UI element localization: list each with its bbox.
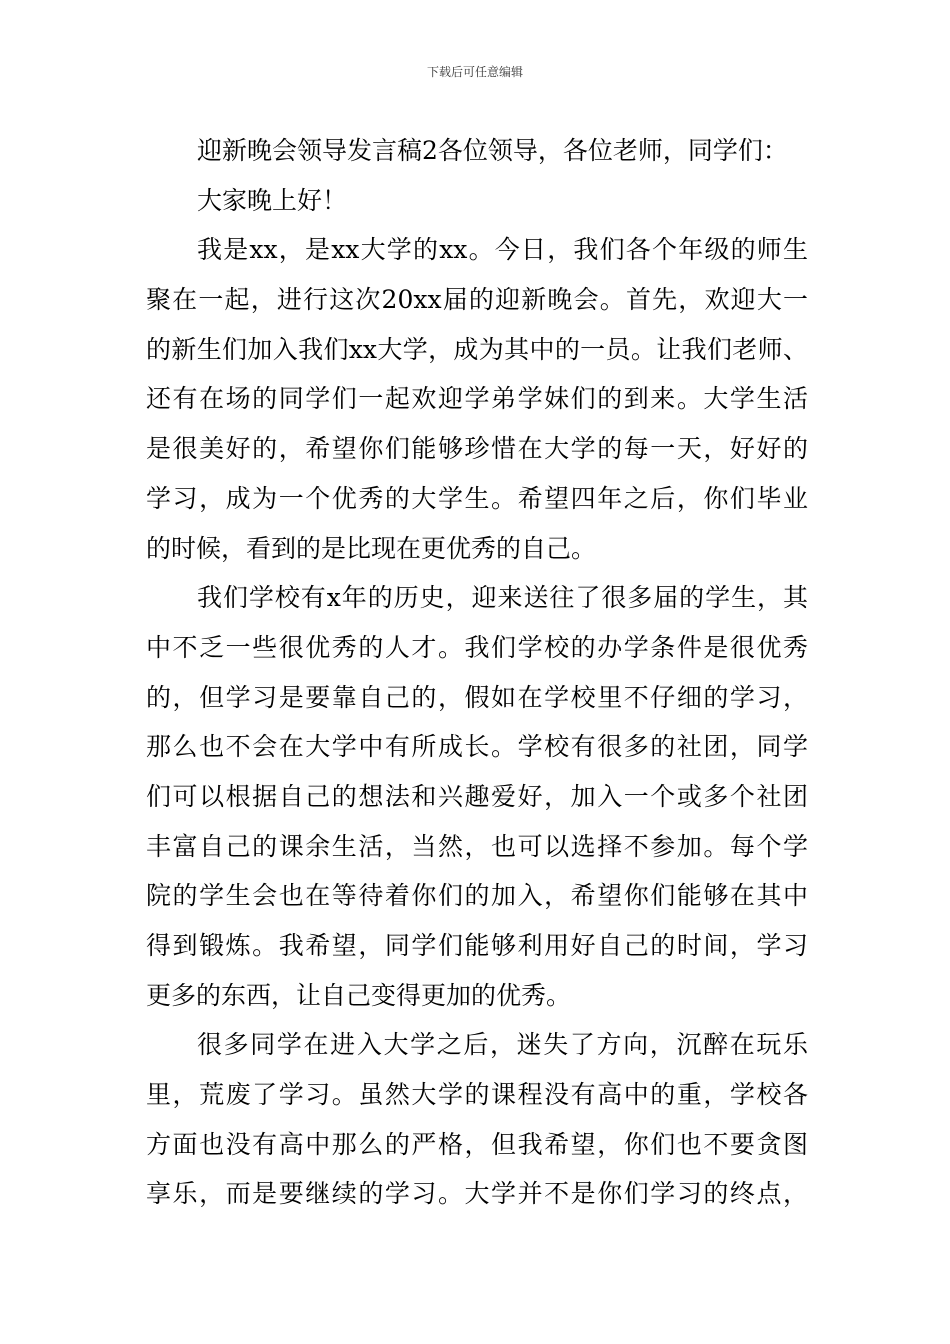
- paragraph-2-line: 丰富自己的课余生活，当然，也可以选择不参加。每个学: [146, 831, 808, 861]
- paragraph-2-line: 中不乏一些很优秀的人才。我们学校的办学条件是很优秀: [146, 632, 808, 662]
- paragraph-3-line: 很多同学在进入大学之后，迷失了方向，沉醉在玩乐: [197, 1030, 808, 1060]
- paragraph-1-line: 的新生们加入我们xx大学，成为其中的一员。让我们老师、: [146, 334, 808, 364]
- paragraph-1-line: 学习，成为一个优秀的大学生。希望四年之后，你们毕业: [146, 483, 808, 513]
- paragraph-1-line: 的时候，看到的是比现在更优秀的自己。: [146, 533, 597, 563]
- paragraph-2-line: 们可以根据自己的想法和兴趣爱好，加入一个或多个社团: [146, 781, 808, 811]
- paragraph-1-line: 我是xx，是xx大学的xx。今日，我们各个年级的师生: [197, 235, 808, 265]
- paragraph-2-line: 院的学生会也在等待着你们的加入，希望你们能够在其中: [146, 881, 808, 911]
- page-header: 下载后可任意编辑: [426, 65, 523, 79]
- paragraph-3-line: 享乐，而是要继续的学习。大学并不是你们学习的终点，: [146, 1179, 808, 1209]
- paragraph-2-line: 的，但学习是要靠自己的，假如在学校里不仔细的学习，: [146, 682, 808, 712]
- paragraph-3-line: 里，荒废了学习。虽然大学的课程没有高中的重，学校各: [146, 1080, 808, 1110]
- paragraph-1-line: 是很美好的，希望你们能够珍惜在大学的每一天，好好的: [146, 434, 808, 464]
- paragraph-2-line: 更多的东西，让自己变得更加的优秀。: [146, 980, 572, 1010]
- paragraph-2-line: 得到锻炼。我希望，同学们能够利用好自己的时间，学习: [146, 931, 808, 960]
- paragraph-1-line: 还有在场的同学们一起欢迎学弟学妹们的到来。大学生活: [146, 384, 808, 414]
- greeting-line: 大家晚上好！: [197, 185, 348, 215]
- speech-title-line: 迎新晚会领导发言稿2各位领导，各位老师，同学们：: [197, 136, 788, 165]
- paragraph-2-line: 我们学校有x年的历史，迎来送往了很多届的学生，其: [197, 583, 808, 613]
- document-body: [146, 126, 808, 1219]
- paragraph-2-line: 那么也不会在大学中有所成长。学校有很多的社团，同学: [146, 732, 808, 762]
- paragraph-1-line: 聚在一起，进行这次20xx届的迎新晚会。首先，欢迎大一: [146, 285, 808, 315]
- paragraph-3-line: 方面也没有高中那么的严格，但我希望，你们也不要贪图: [146, 1129, 808, 1159]
